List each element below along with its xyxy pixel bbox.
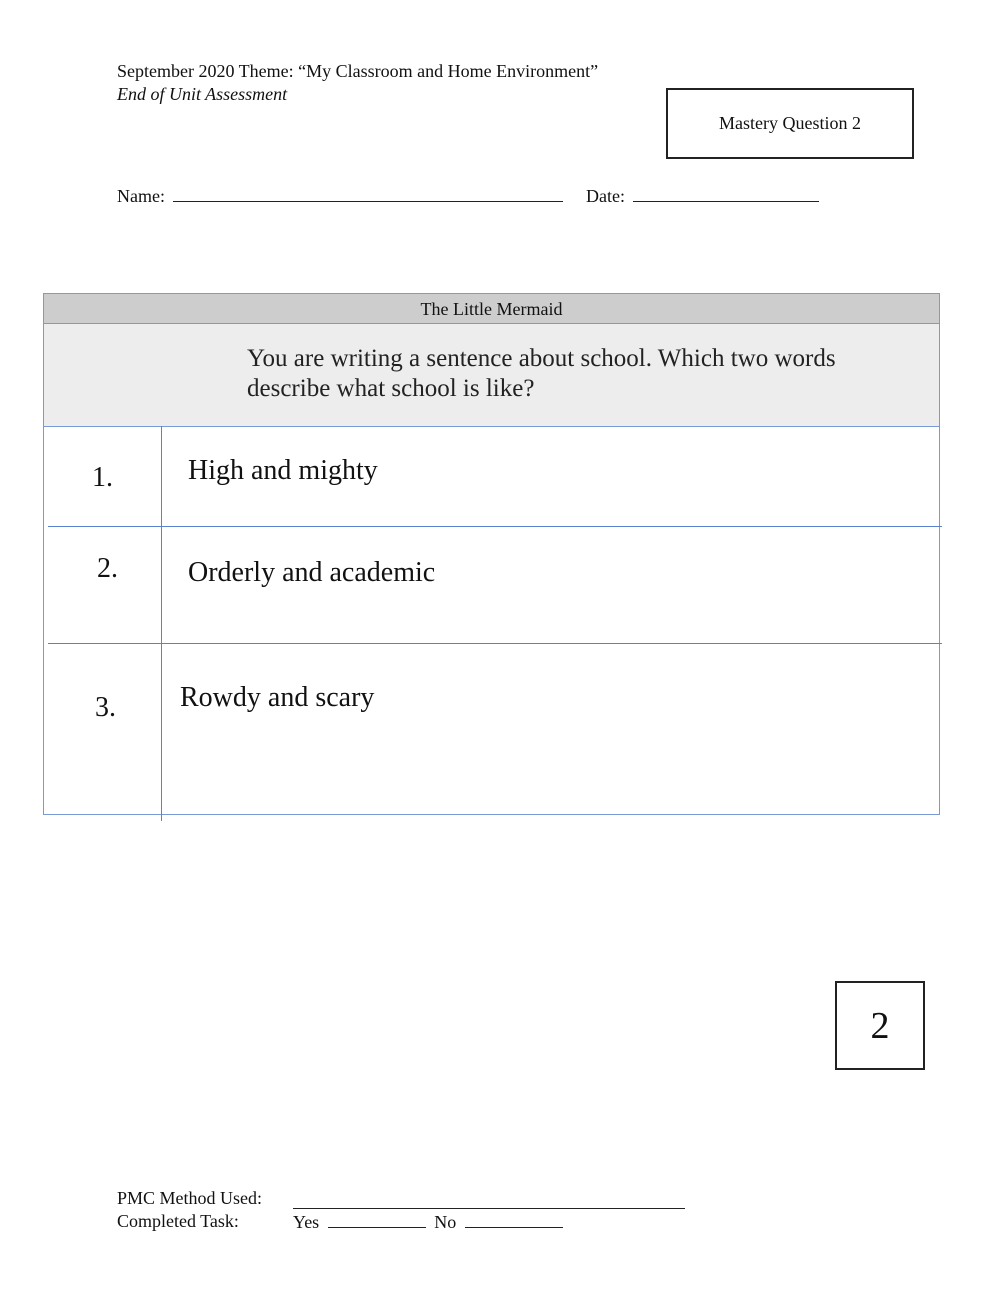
question-table [43, 293, 940, 815]
date-label: Date: [586, 186, 625, 206]
column-divider [161, 426, 162, 821]
mastery-question-box [666, 88, 914, 159]
story-title: The Little Mermaid [44, 294, 939, 324]
yes-blank[interactable] [328, 1211, 426, 1228]
option-2-number: 2. [97, 553, 118, 584]
option-3-number: 3. [95, 692, 116, 723]
no-label: No [434, 1212, 457, 1232]
option-1-text[interactable]: High and mighty [188, 455, 378, 486]
pmc-method-row [117, 1188, 262, 1209]
question-prompt-cell [44, 324, 939, 427]
no-blank[interactable] [465, 1211, 563, 1228]
date-blank[interactable] [633, 185, 819, 202]
name-blank[interactable] [173, 185, 563, 202]
page-number-box [835, 981, 925, 1070]
page-number: 2 [870, 1004, 890, 1047]
completed-task-row [117, 1211, 239, 1232]
completed-task-options [293, 1211, 563, 1233]
name-field [117, 185, 563, 207]
name-label: Name: [117, 186, 165, 206]
mastery-question-label: Mastery Question 2 [719, 113, 861, 133]
option-2-text[interactable]: Orderly and academic [188, 557, 436, 588]
yes-label: Yes [293, 1212, 320, 1232]
assessment-subtitle: End of Unit Assessment [117, 84, 288, 104]
row-divider [48, 643, 942, 644]
pmc-method-label: PMC Method Used: [117, 1188, 263, 1208]
date-field [586, 185, 819, 207]
question-prompt: You are writing a sentence about school. Which two words describe what school is like? [247, 345, 836, 402]
option-3-text[interactable]: Rowdy and scary [180, 682, 375, 713]
option-1-number: 1. [92, 462, 113, 493]
pmc-method-blank[interactable] [293, 1192, 685, 1209]
completed-task-label: Completed Task: [117, 1211, 239, 1231]
row-divider [48, 526, 942, 527]
theme-line: September 2020 Theme: “My Classroom and Home Environment” [117, 61, 599, 81]
